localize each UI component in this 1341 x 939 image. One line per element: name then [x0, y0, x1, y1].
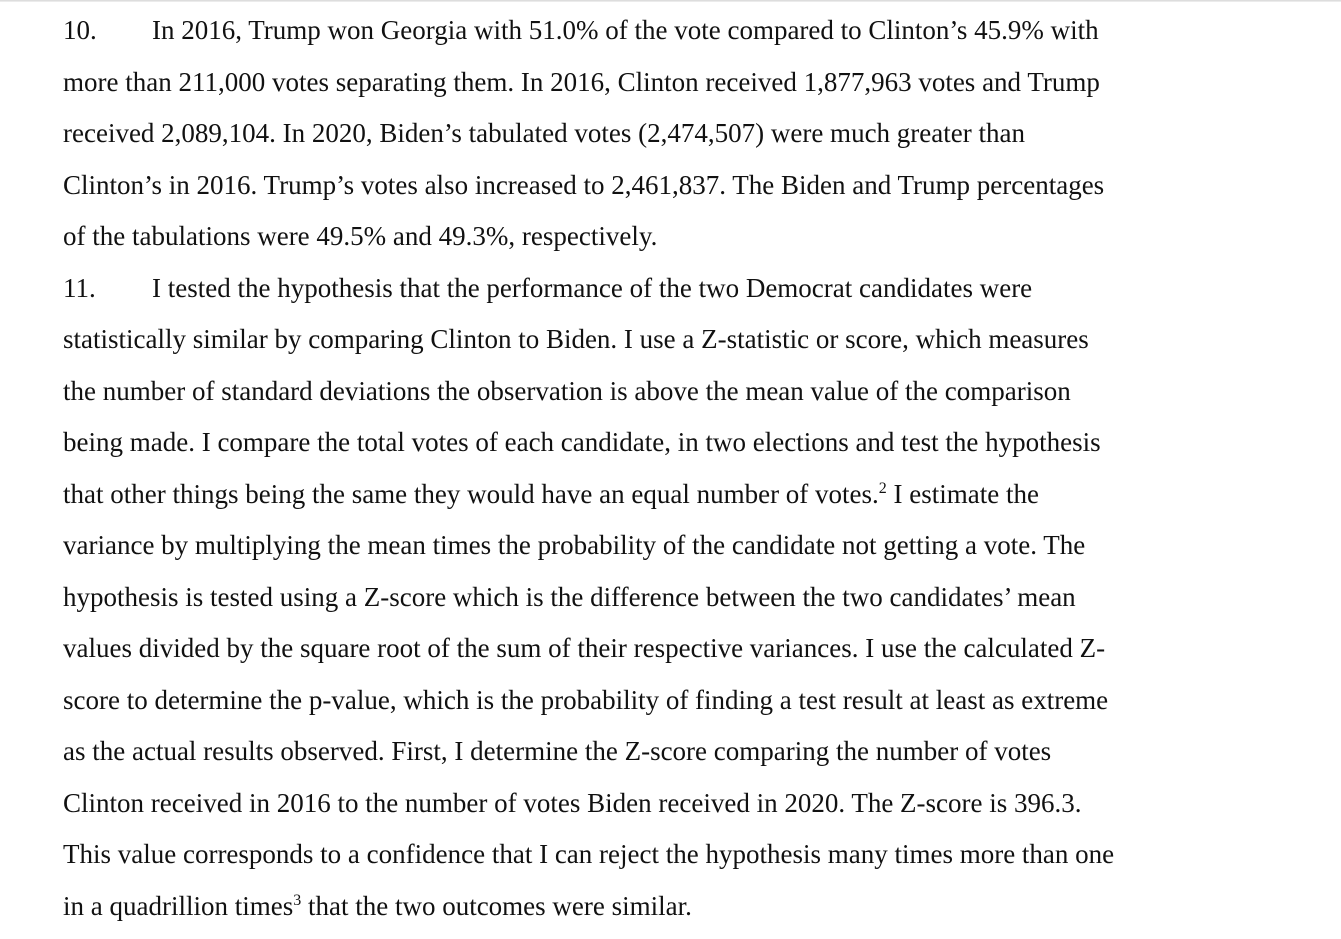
paragraph-11-line-7: hypothesis is tested using a Z-score which is the difference between the two candidates’ mean	[63, 581, 1076, 612]
paragraph-11-line-1	[63, 263, 1263, 315]
document-page	[63, 0, 1263, 932]
paragraph-11-line-8: values divided by the square root of the sum of their respective variances. I use the calculated Z-	[63, 633, 1106, 663]
paragraph-11-line-9: score to determine the p-value, which is the probability of finding a test result at least as extreme	[63, 684, 1109, 715]
paragraph-text: I tested the hypothesis that the performance of the two Democrat candidates were	[152, 272, 1033, 303]
paragraph-text: in a quadrillion times	[63, 890, 294, 921]
paragraph-10-line-2: more than 211,000 votes separating them. In 2016, Clinton received 1,877,963 votes and Trump	[63, 66, 1100, 97]
paragraph-11-line-12: This value corresponds to a confidence that I can reject the hypothesis many times more than one	[63, 839, 1115, 869]
paragraph-10-line-5: of the tabulations were 49.5% and 49.3%, respectively.	[63, 221, 658, 251]
paragraph-11-line-13	[63, 881, 1263, 933]
paragraph-11-line-3: the number of standard deviations the observation is above the mean value of the comparison	[63, 375, 1071, 406]
paragraph-text: that other things being the same they would have an equal number of votes.	[63, 478, 879, 509]
paragraph-10-line-3: received 2,089,104. In 2020, Biden’s tabulated votes (2,474,507) were much greater than	[63, 118, 1025, 148]
paragraph-text: In 2016, Trump won Georgia with 51.0% of the vote compared to Clinton’s 45.9% with	[152, 15, 1099, 45]
paragraph-11-line-5	[63, 469, 1263, 521]
paragraph-10-line-1	[63, 5, 1263, 57]
paragraph-11-line-11: Clinton received in 2016 to the number of votes Biden received in 2020. The Z-score is 396.3.	[63, 787, 1082, 818]
paragraph-11-line-2: statistically similar by comparing Clinton to Biden. I use a Z-statistic or score, which measures	[63, 324, 1089, 354]
paragraph-11-line-4: being made. I compare the total votes of each candidate, in two elections and test the hypothesis	[63, 427, 1101, 457]
paragraph-number: 10.	[63, 15, 97, 45]
paragraph-text: I estimate the	[886, 478, 1039, 509]
paragraph-11-line-10: as the actual results observed. First, I determine the Z-score comparing the number of votes	[63, 736, 1052, 766]
paragraph-number: 11.	[63, 272, 96, 303]
paragraph-10-line-4: Clinton’s in 2016. Trump’s votes also increased to 2,461,837. The Biden and Trump percentages	[63, 169, 1105, 200]
footnote-ref-2[interactable]: 2	[878, 479, 887, 497]
paragraph-text: that the two outcomes were similar.	[301, 890, 692, 921]
footnote-ref-3[interactable]: 3	[293, 891, 302, 909]
paragraph-11-line-6: variance by multiplying the mean times the probability of the candidate not getting a vote. The	[63, 530, 1086, 560]
